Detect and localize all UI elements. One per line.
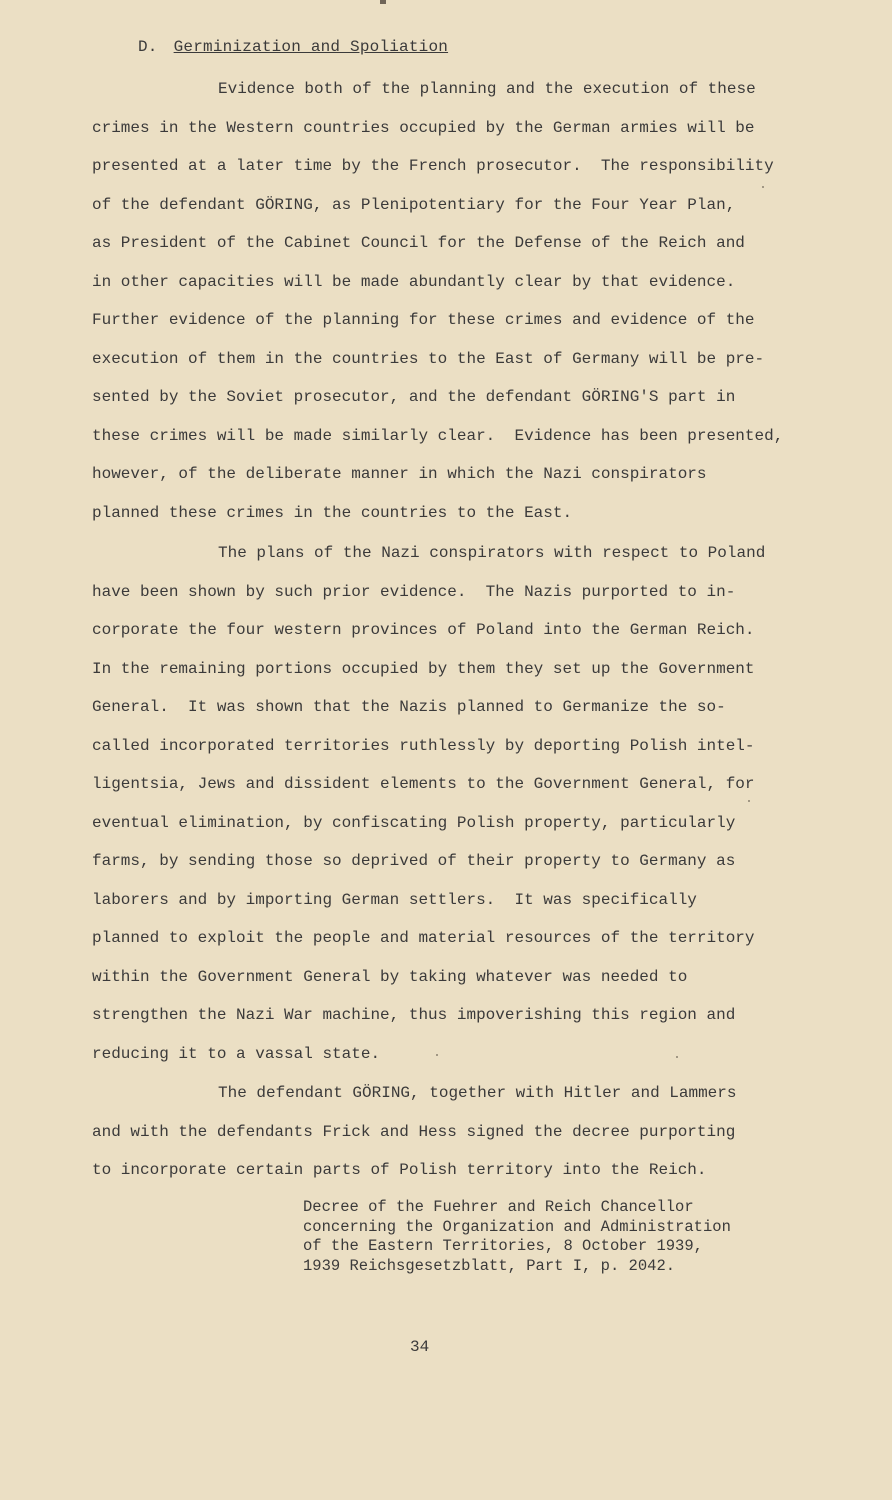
text-line: in other capacities will be made abundantly clear by that evidence. [92, 272, 736, 291]
text-line: Further evidence of the planning for these crimes and evidence of the [92, 311, 755, 329]
citation-block [303, 1198, 731, 1276]
text-line: The plans of the Nazi conspirators with respect to Poland [218, 544, 766, 562]
text-line: presented at a later time by the French prosecutor. The responsibility [92, 157, 774, 175]
text-line: planned these crimes in the countries to the East. [92, 503, 573, 522]
paragraph-3 [92, 1074, 792, 1190]
page-number: 34 [410, 1338, 430, 1356]
paragraph-1 [92, 70, 792, 532]
text-line: In the remaining portions occupied by them they set up the Government [92, 659, 755, 678]
text-line: sented by the Soviet prosecutor, and the defendant GÖRING'S part in [92, 388, 736, 406]
text-line: crimes in the Western countries occupied by the German armies will be [92, 118, 755, 137]
text-line: reducing it to a vassal state. [92, 1044, 381, 1063]
text-line: called incorporated territories ruthlessly by deporting Polish intel- [92, 736, 755, 755]
text-line: and with the defendants Frick and Hess signed the decree purporting [92, 1122, 736, 1141]
text-line: execution of them in the countries to the East of Germany will be pre- [92, 349, 765, 368]
text-line: laborers and by importing German settlers. It was specifically [92, 890, 697, 909]
text-line: Evidence both of the planning and the execution of these [218, 80, 756, 98]
text-line: planned to exploit the people and material resources of the territory [92, 929, 755, 947]
text-line: eventual elimination, by confiscating Polish property, particularly [92, 813, 736, 832]
paragraph-2 [92, 534, 792, 1073]
text-line: ligentsia, Jews and dissident elements to the Government General, for [92, 775, 755, 793]
text-line: General. It was shown that the Nazis planned to Germanize the so- [92, 698, 726, 716]
section-heading [138, 38, 448, 56]
text-line: corporate the four western provinces of Poland into the German Reich. [92, 621, 755, 639]
text-line: strengthen the Nazi War machine, thus impoverishing this region and [92, 1006, 736, 1024]
text-line: farms, by sending those so deprived of their property to Germany as [92, 852, 736, 870]
paper-speck [676, 1056, 678, 1058]
paper-mark [380, 0, 386, 4]
text-line: have been shown by such prior evidence. The Nazis purported to in- [92, 582, 736, 601]
citation-line: concerning the Organization and Administration [303, 1217, 731, 1236]
text-line: these crimes will be made similarly clear. Evidence has been presented, [92, 426, 784, 445]
section-title: Germinization and Spoliation [173, 38, 449, 56]
paper-speck [748, 800, 750, 802]
text-line: however, of the deliberate manner in which the Nazi conspirators [92, 465, 707, 483]
citation-line: Decree of the Fuehrer and Reich Chancellor [303, 1198, 694, 1216]
text-line: as President of the Cabinet Council for the Defense of the Reich and [92, 234, 745, 252]
section-letter: D. [138, 38, 158, 56]
text-line: within the Government General by taking whatever was needed to [92, 967, 688, 986]
paper-speck [762, 186, 764, 188]
citation-line: 1939 Reichsgesetzblatt, Part I, p. 2042. [303, 1256, 676, 1275]
citation-line: of the Eastern Territories, 8 October 1939, [303, 1237, 703, 1255]
text-line: The defendant GÖRING, together with Hitler and Lammers [218, 1084, 737, 1102]
text-line: to incorporate certain parts of Polish territory into the Reich. [92, 1161, 707, 1179]
paper-speck [436, 1054, 438, 1056]
text-line: of the defendant GÖRING, as Plenipotentiary for the Four Year Plan, [92, 195, 736, 214]
